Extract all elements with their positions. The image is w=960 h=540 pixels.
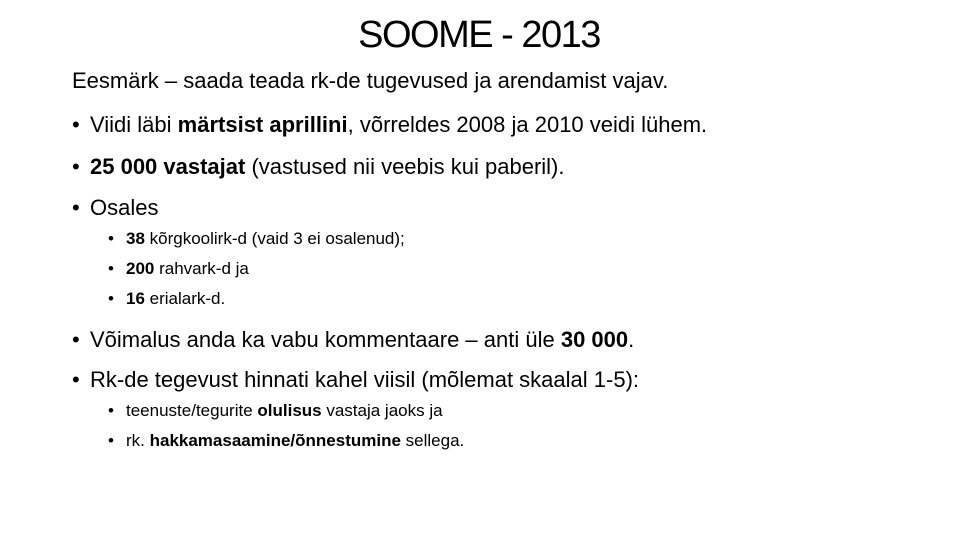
slide-title: SOOME - 2013 [358, 14, 600, 56]
bullet-marker: • [108, 229, 114, 248]
bullet-marker: • [108, 289, 114, 308]
sub-bullet-special: • 16 erialark-d. [108, 289, 226, 308]
intro-line: Eesmärk – saada teada rk-de tugevused ja arendamist vajav. [72, 68, 669, 93]
sub-bullet-performance: • rk. hakkamasaamine/õnnestumine sellega. [108, 431, 465, 450]
bullet-marker: • [72, 327, 80, 352]
sub-bullet-importance: • teenuste/tegurite olulisus vastaja jaoks ja [108, 401, 443, 420]
bullet-comments: • Võimalus anda ka vabu kommentaare – anti üle 30 000. [72, 327, 635, 352]
bullet-marker: • [108, 401, 114, 420]
bullet-period: • Viidi läbi märtsist aprillini, võrreldes 2008 ja 2010 veidi lühem. [72, 112, 708, 137]
bullet-respondents: • 25 000 vastajat (vastused nii veebis kui paberil). [72, 154, 565, 179]
bullet-marker: • [108, 431, 114, 450]
bullet-marker: • [72, 112, 80, 137]
sub-bullet-university: • 38 kõrgkoolirk-d (vaid 3 ei osalenud); [108, 229, 405, 248]
bullet-marker: • [72, 195, 80, 220]
bullet-marker: • [72, 367, 80, 392]
bullet-marker: • [72, 154, 80, 179]
bullet-rating: • Rk-de tegevust hinnati kahel viisil (mõlemat skaalal 1-5): [72, 367, 640, 392]
bullet-marker: • [108, 259, 114, 278]
bullet-participants: • Osales [72, 195, 159, 220]
sub-bullet-public: • 200 rahvark-d ja [108, 259, 249, 278]
